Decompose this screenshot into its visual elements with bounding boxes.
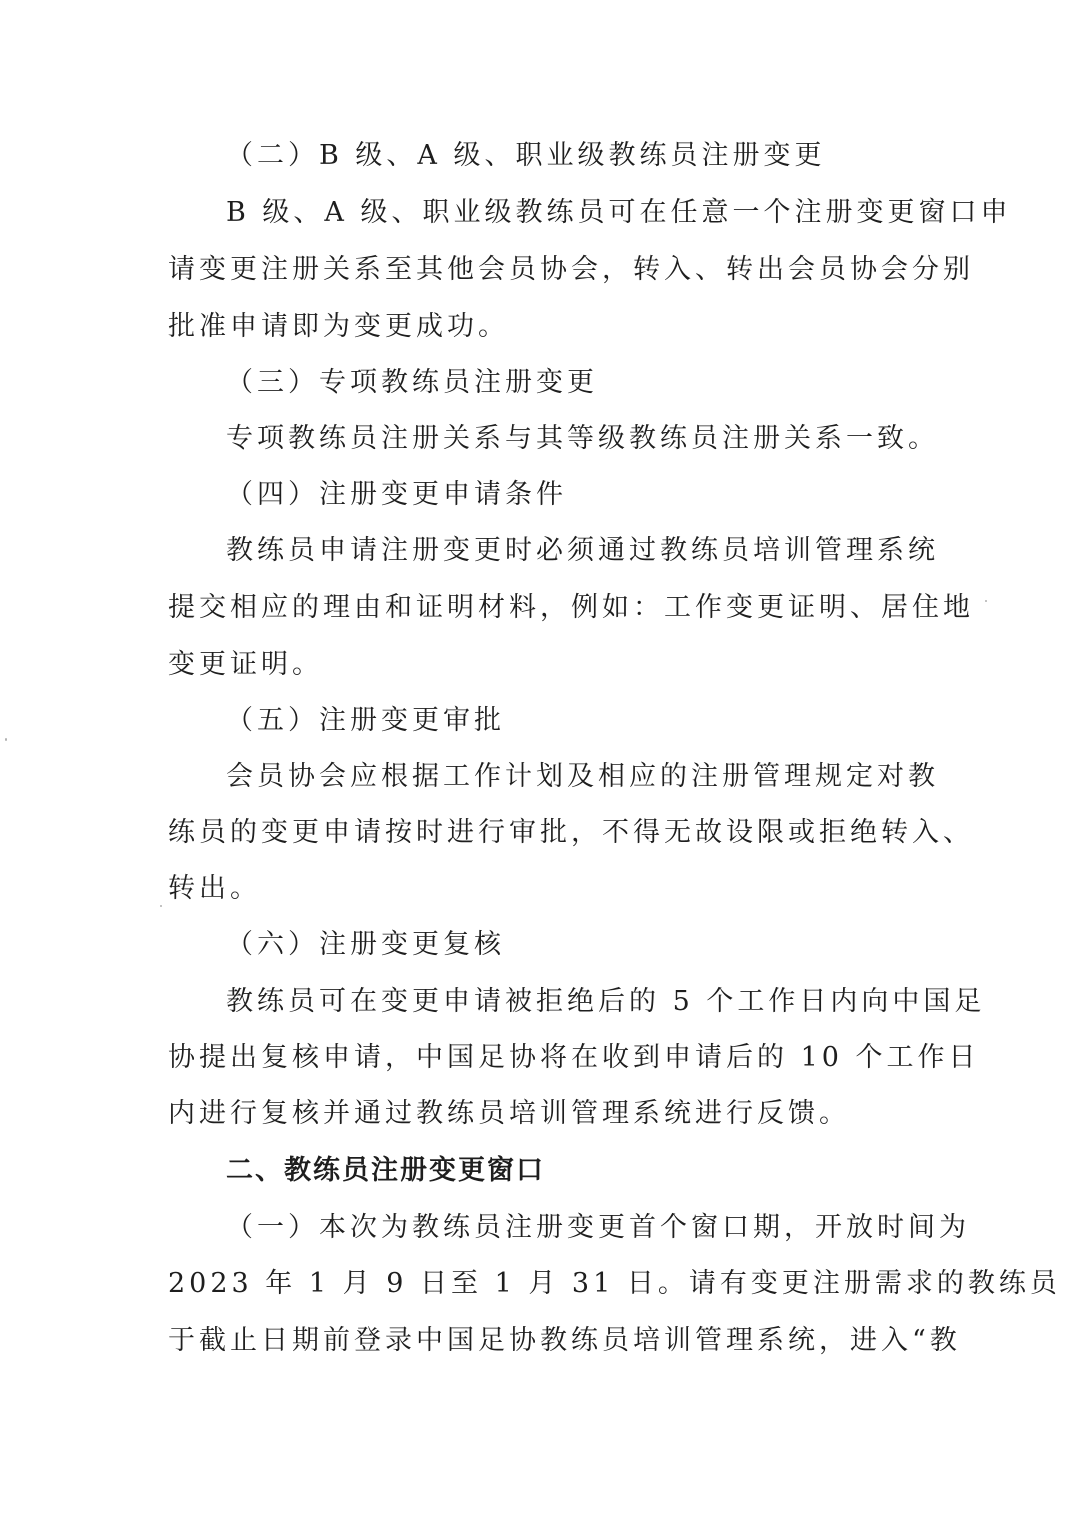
paragraph-line: 2023 年 1 月 9 日至 1 月 31 日。请有变更注册需求的教练员 <box>168 1268 1061 1299</box>
subheading-specialist-coach-change: （三）专项教练员注册变更 <box>226 367 598 398</box>
paragraph-line: 协提出复核申请，中国足协将在收到申请后的 10 个工作日 <box>168 1042 980 1073</box>
paragraph-line: 变更证明。 <box>168 649 323 680</box>
paragraph-line: 提交相应的理由和证明材料，例如：工作变更证明、居住地 <box>168 592 974 623</box>
scan-speck <box>160 905 162 907</box>
paragraph-line: 内进行复核并通过教练员培训管理系统进行反馈。 <box>168 1098 850 1129</box>
paragraph-line: （一）本次为教练员注册变更首个窗口期，开放时间为 <box>226 1212 970 1243</box>
scan-speck <box>5 738 7 741</box>
paragraph-line: 转出。 <box>168 873 261 904</box>
paragraph-line: 批准申请即为变更成功。 <box>168 311 509 342</box>
paragraph-line: 练员的变更申请按时进行审批，不得无故设限或拒绝转入、 <box>168 817 974 848</box>
subheading-change-conditions: （四）注册变更申请条件 <box>226 479 567 510</box>
subheading-change-review: （六）注册变更复核 <box>226 929 505 960</box>
paragraph-line: 教练员申请注册变更时必须通过教练员培训管理系统 <box>226 535 939 566</box>
subheading-b-a-pro-coach-change: （二）B 级、A 级、职业级教练员注册变更 <box>226 140 826 171</box>
paragraph-line: 专项教练员注册关系与其等级教练员注册关系一致。 <box>226 423 939 454</box>
section-heading-change-window: 二、教练员注册变更窗口 <box>226 1155 545 1186</box>
paragraph-line: 教练员可在变更申请被拒绝后的 5 个工作日内向中国足 <box>226 986 986 1017</box>
scan-speck <box>985 600 987 602</box>
paragraph-line: 于截止日期前登录中国足协教练员培训管理系统，进入“教 <box>168 1325 961 1356</box>
paragraph-line: 会员协会应根据工作计划及相应的注册管理规定对教 <box>226 761 939 792</box>
paragraph-line: B 级、A 级、职业级教练员可在任意一个注册变更窗口申 <box>226 197 1012 228</box>
subheading-change-approval: （五）注册变更审批 <box>226 705 505 736</box>
paragraph-line: 请变更注册关系至其他会员协会，转入、转出会员协会分别 <box>168 254 974 285</box>
